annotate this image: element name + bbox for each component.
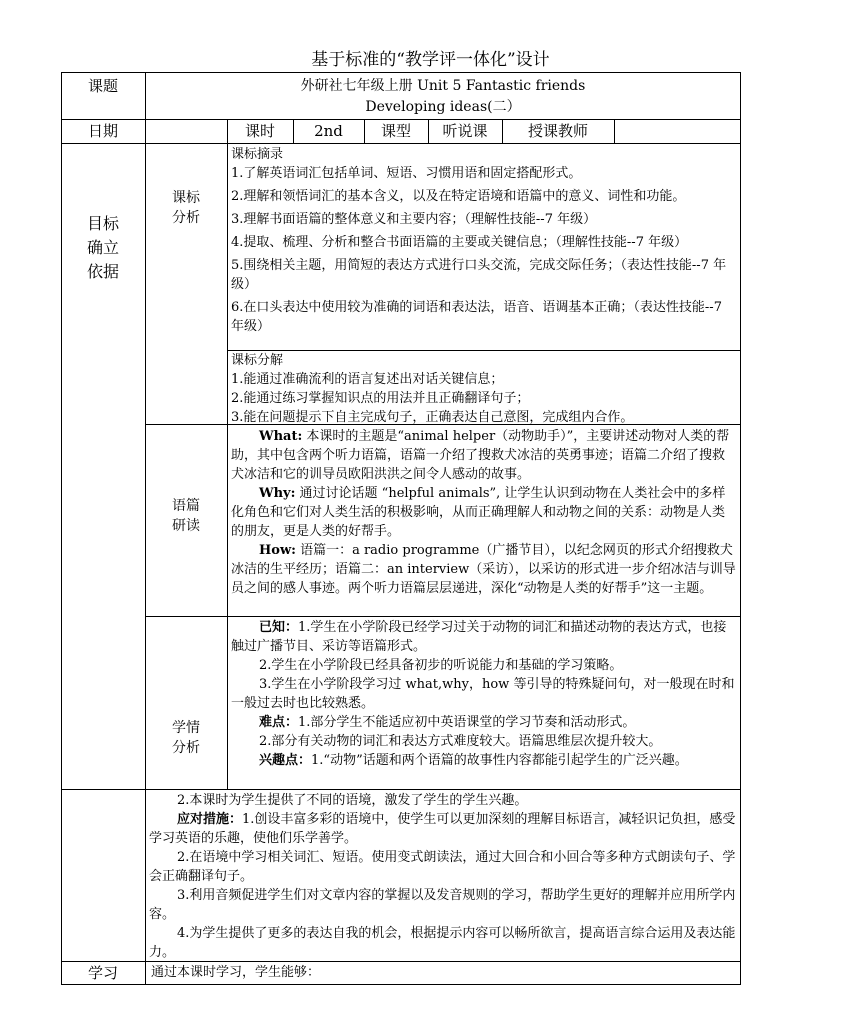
- period-label: 课时: [244, 122, 275, 140]
- period-value: 2nd: [314, 122, 343, 140]
- text-study-label: 语篇 研读: [172, 498, 200, 534]
- breakdown-item: 3.能在问题提示下自主完成句子，正确表达自己意图，完成组内合作。: [231, 410, 634, 425]
- student-analysis-label: 学情 分析: [172, 720, 200, 756]
- goal-basis-label: 目标 确立 依据: [86, 214, 119, 281]
- topic-label: 课题: [87, 77, 118, 95]
- excerpt-item: 5.围绕相关主题，用简短的表达方式进行口头交流，完成交际任务；（表达性技能--7 年级）: [231, 258, 727, 292]
- curriculum-breakdown: [231, 351, 737, 427]
- type-value: 听说课: [442, 122, 488, 140]
- curriculum-excerpt: [231, 145, 737, 336]
- excerpt-item: 6.在口头表达中使用较为准确的词语和表达法，语音、语调基本正确；（表达性技能--7 年级）: [231, 300, 722, 334]
- topic-line-2: Developing ideas(二）: [365, 99, 521, 115]
- excerpt-item: 3.理解书面语篇的整体意义和主要内容；（理解性技能--7 年级）: [231, 212, 597, 227]
- curriculum-analysis-label: 课标 分析: [172, 190, 200, 226]
- topic-line-1: 外研社七年级上册 Unit 5 Fantastic friends: [300, 78, 586, 94]
- what-paragraph: What: 本课时的主题是“animal helper（动物助手）”，主要讲述动物对人类的帮助，其中包含两个听力语篇，语篇一介绍了搜救犬冰洁的英勇事迹；语篇二介绍了搜救犬冰洁和它的训导员欧阳洪洪之间令人感动的故事。: [231, 429, 730, 482]
- breakdown-item: 2.能通过练习掌握知识点的用法并且正确翻译句子；: [231, 391, 530, 406]
- why-paragraph: Why: 通过讨论话题 “helpful animals”, 让学生认识到动物在人类社会中的多样化角色和它们对人类生活的积极影响，从而正确理解人和动物之间的关系：动物是人类的朋友，更是人类的好帮手。: [231, 486, 726, 539]
- learning-intro: 通过本课时学习，学生能够：: [151, 965, 321, 980]
- breakdown-title: 课标分解: [231, 353, 284, 368]
- teacher-label: 授课教师: [527, 122, 588, 140]
- learning-label: 学习: [87, 964, 118, 982]
- type-label: 课型: [380, 122, 411, 140]
- lesson-design-table: [61, 72, 741, 985]
- date-label: 日期: [87, 122, 118, 140]
- excerpt-item: 4.提取、梳理、分析和整合书面语篇的主要或关键信息；（理解性技能--7 年级）: [231, 235, 688, 250]
- excerpt-title: 课标摘录: [231, 147, 284, 162]
- excerpt-item: 2.理解和领悟词汇的基本含义，以及在特定语境和语篇中的意义、词性和功能。: [231, 189, 686, 204]
- text-study-content: [231, 427, 737, 598]
- student-analysis-content: 已知：1.学生在小学阶段已经学习过关于动物的词汇和描述动物的表达方式，也接触过广播节目、采访等语篇形式。 2.学生在小学阶段已经具备初步的听说能力和基础的学习策略。 3.学生在小学阶段学习过 what,why，how 等引导的特殊疑问句，对一般现在时和一般过去时也比较熟悉。 难点：1.部分学生不能适应初中英语课堂的学习节奏和活动形式。 2.部分有关动物的词汇和表达方式难度较大。语篇思维层次提升较大。 兴趣点：1.“动物”话题和两个语篇的故事性内容都能引起学生的广泛兴趣。: [231, 620, 735, 768]
- page-title: 基于标准的“教学评一体化”设计: [311, 50, 550, 70]
- measures-content: 2.本课时为学生提供了不同的语境，激发了学生的学生兴趣。 应对措施：1.创设丰富多彩的语境中，使学生可以更加深刻的理解目标语言，减轻识记负担，感受学习英语的乐趣，使他们乐学善学。 2.在语境中学习相关词汇、短语。使用变式朗读法，通过大回合和小回合等多种方式朗读句子、学会正确翻译句子。 3.利用音频促进学生们对文章内容的掌握以及发音规则的学习，帮助学生更好的理解并应用所学内容。 4.为学生提供了更多的表达自我的机会，根据提示内容可以畅所欲言，提高语言综合运用及表达能力。: [149, 793, 736, 960]
- excerpt-item: 1.了解英语词汇包括单词、短语、习惯用语和固定搭配形式。: [231, 166, 582, 181]
- breakdown-item: 1.能通过准确流利的语言复述出对话关键信息；: [231, 372, 504, 387]
- how-paragraph: How: 语篇一：a radio programme（广播节目），以纪念网页的形式介绍搜救犬冰洁的生平经历；语篇二：an interview（采访），以采访的形式进一步介绍冰洁与训导员之间的感人事迹。两个听力语篇层层递进，深化“动物是人类的好帮手”这一主题。: [231, 543, 736, 596]
